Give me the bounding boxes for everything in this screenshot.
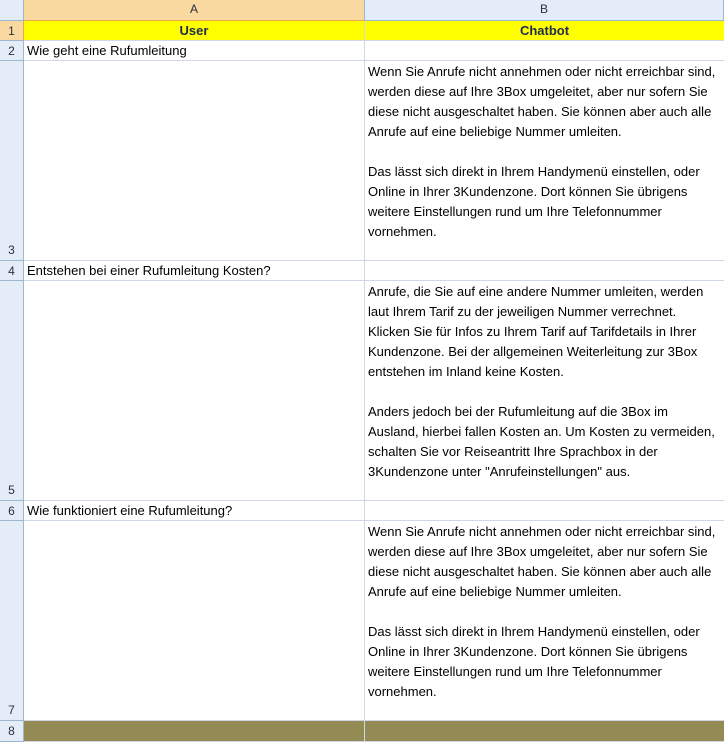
sheet-row-5 bbox=[0, 281, 724, 501]
cell-b3-chatbot-answer[interactable] bbox=[365, 61, 724, 261]
answer-paragraph-1: Wenn Sie Anrufe nicht annehmen oder nicht erreichbar sind, werden diese auf Ihre 3Box umgeleitet, aber nur sofern Sie diese nicht ausgeschaltet haben. Sie können aber auch alle Anrufe auf eine beliebige Nummer umleiten. bbox=[368, 64, 716, 139]
answer-paragraph-2: Das lässt sich direkt in Ihrem Handymenü einstellen, oder Online in Ihrer 3Kundenzone. Dort können Sie übrigens weitere Einstellungen rund um Ihre Telefonnummer vornehmen. bbox=[368, 164, 700, 239]
cell-b8-filled[interactable] bbox=[365, 721, 724, 742]
select-all-corner[interactable] bbox=[0, 0, 24, 21]
column-header-row bbox=[0, 0, 724, 21]
sheet-row-6 bbox=[0, 501, 724, 521]
row-header-8[interactable]: 8 bbox=[0, 721, 24, 742]
cell-a8-filled[interactable] bbox=[24, 721, 365, 742]
row-header-4[interactable]: 4 bbox=[0, 261, 24, 281]
cell-a7-empty[interactable] bbox=[24, 521, 365, 721]
column-header-b[interactable]: B bbox=[365, 0, 724, 21]
sheet-row-4 bbox=[0, 261, 724, 281]
sheet-row-3 bbox=[0, 61, 724, 261]
sheet-row-1 bbox=[0, 21, 724, 41]
cell-a1-user-header[interactable]: User bbox=[24, 21, 365, 41]
sheet-row-2 bbox=[0, 41, 724, 61]
row-header-5[interactable]: 5 bbox=[0, 281, 24, 501]
cell-b7-chatbot-answer[interactable] bbox=[365, 521, 724, 721]
row-header-2[interactable]: 2 bbox=[0, 41, 24, 61]
column-header-a[interactable]: A bbox=[24, 0, 365, 21]
cell-a3-empty[interactable] bbox=[24, 61, 365, 261]
sheet-row-7 bbox=[0, 521, 724, 721]
cell-a2-user-question[interactable]: Wie geht eine Rufumleitung bbox=[24, 41, 365, 61]
answer-paragraph-1: Anrufe, die Sie auf eine andere Nummer umleiten, werden laut Ihrem Tarif zu der jeweiligen Nummer verrechnet. Klicken Sie für Infos zu Ihrem Tarif auf Tarifdetails in Ihrer Kundenzone. Bei der allgemeinen Weiterleitung zur 3Box entstehen im Inland keine Kosten. bbox=[368, 284, 704, 379]
row-header-1[interactable]: 1 bbox=[0, 21, 24, 41]
cell-b1-chatbot-header[interactable]: Chatbot bbox=[365, 21, 724, 41]
cell-a4-user-question[interactable]: Entstehen bei einer Rufumleitung Kosten? bbox=[24, 261, 365, 281]
cell-b4-empty[interactable] bbox=[365, 261, 724, 281]
cell-a5-empty[interactable] bbox=[24, 281, 365, 501]
row-header-3[interactable]: 3 bbox=[0, 61, 24, 261]
answer-paragraph-2: Anders jedoch bei der Rufumleitung auf die 3Box im Ausland, hierbei fallen Kosten an. Um Kosten zu vermeiden, schalten Sie vor Reiseantritt Ihre Sprachbox in der 3Kundenzone unter "Anrufeinstellungen" aus. bbox=[368, 404, 715, 479]
cell-b2-empty[interactable] bbox=[365, 41, 724, 61]
answer-paragraph-1: Wenn Sie Anrufe nicht annehmen oder nicht erreichbar sind, werden diese auf Ihre 3Box umgeleitet, aber nur sofern Sie diese nicht ausgeschaltet haben. Sie können aber auch alle Anrufe auf eine beliebige Nummer umleiten. bbox=[368, 524, 716, 599]
cell-b6-empty[interactable] bbox=[365, 501, 724, 521]
cell-a6-user-question[interactable]: Wie funktioniert eine Rufumleitung? bbox=[24, 501, 365, 521]
answer-paragraph-2: Das lässt sich direkt in Ihrem Handymenü einstellen, oder Online in Ihrer 3Kundenzone. Dort können Sie übrigens weitere Einstellungen rund um Ihre Telefonnummer vornehmen. bbox=[368, 624, 700, 699]
row-header-6[interactable]: 6 bbox=[0, 501, 24, 521]
row-header-7[interactable]: 7 bbox=[0, 521, 24, 721]
cell-b5-chatbot-answer[interactable] bbox=[365, 281, 724, 501]
sheet-row-8 bbox=[0, 721, 724, 742]
